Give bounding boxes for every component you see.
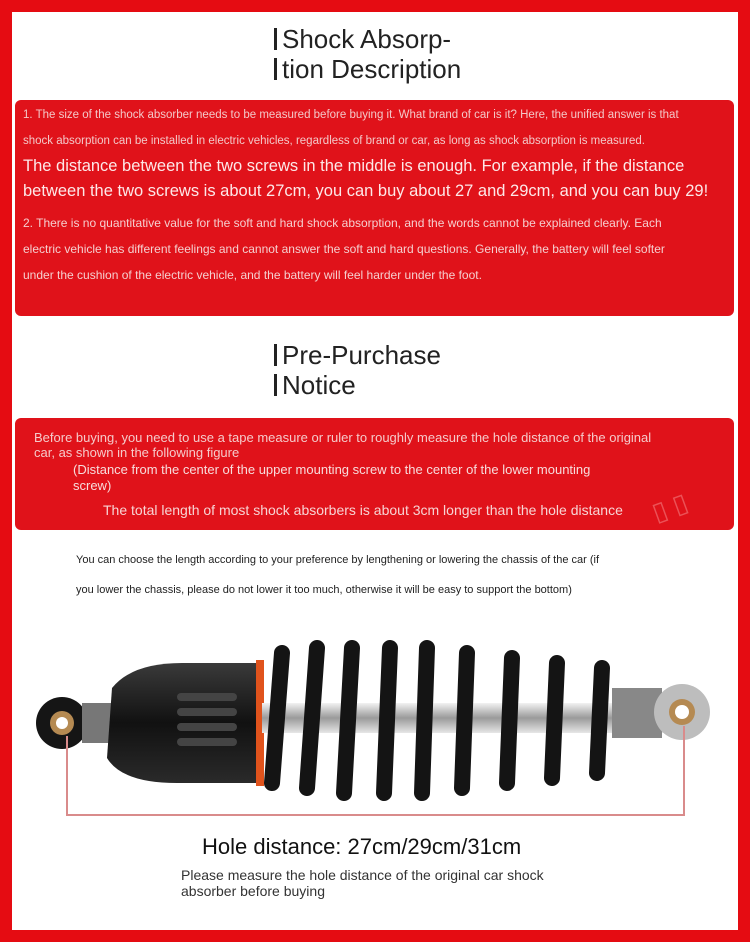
title-line-2: tion Description [282, 54, 462, 84]
shock-absorber-image [12, 608, 738, 823]
para2-line1: 2. There is no quantitative value for the soft and hard shock absorption, and the words cannot be explained clearly. Each [23, 216, 662, 230]
hole-note-line2: absorber before buying [181, 883, 325, 899]
hole-note-line1: Please measure the hole distance of the original car shock [181, 867, 544, 883]
para1-line1: 1. The size of the shock absorber needs to be measured before buying it. What brand of car is it? Here, the unified answer is that [23, 109, 679, 121]
description-panel [15, 100, 734, 316]
big-line2: between the two screws is about 27cm, you can buy about 27 and 29cm, and you can buy 29! [23, 182, 709, 200]
hole-distance-note [181, 867, 544, 899]
para1-line2: shock absorption can be installed in electric vehicles, regardless of brand or car, as long as shock absorption is measured. [23, 135, 645, 147]
hole-distance-label: Hole distance: 27cm/29cm/31cm [202, 834, 522, 859]
page-canvas [12, 12, 738, 930]
right-mount-eye [654, 684, 710, 740]
notice-line1: Before buying, you need to use a tape measure or ruler to roughly measure the hole distance of the original [34, 430, 652, 445]
notice-line5: The total length of most shock absorbers is about 3cm longer than the hole distance [103, 502, 623, 518]
notice-line3: (Distance from the center of the upper mounting screw to the center of the lower mounting [73, 462, 591, 477]
note-line2: you lower the chassis, please do not lower it too much, otherwise it will be easy to support the bottom) [76, 584, 572, 596]
note-line1: You can choose the length according to your preference by lengthening or lowering the chassis of the car (if [76, 554, 600, 566]
section-title-notice [274, 340, 441, 400]
big-line1: The distance between the two screws in the middle is enough. For example, if the distance [23, 157, 685, 175]
para2-line3: under the cushion of the electric vehicle, and the battery will feel harder under the foot. [23, 268, 482, 282]
notice-line2: car, as shown in the following figure [34, 445, 240, 460]
watermark: ▯ ▯ [647, 486, 692, 528]
title-line-1: Shock Absorp- [282, 24, 452, 54]
section-title-description [274, 24, 461, 84]
notice-title-line-2: Notice [282, 370, 356, 400]
notice-line4: screw) [73, 478, 112, 493]
para2-line2: electric vehicle has different feelings and cannot answer the soft and hard questions. Generally, the battery will feel softer [23, 242, 665, 256]
notice-title-line-1: Pre-Purchase [282, 340, 441, 370]
notice-panel [15, 418, 734, 530]
left-mount-eye [36, 697, 88, 749]
